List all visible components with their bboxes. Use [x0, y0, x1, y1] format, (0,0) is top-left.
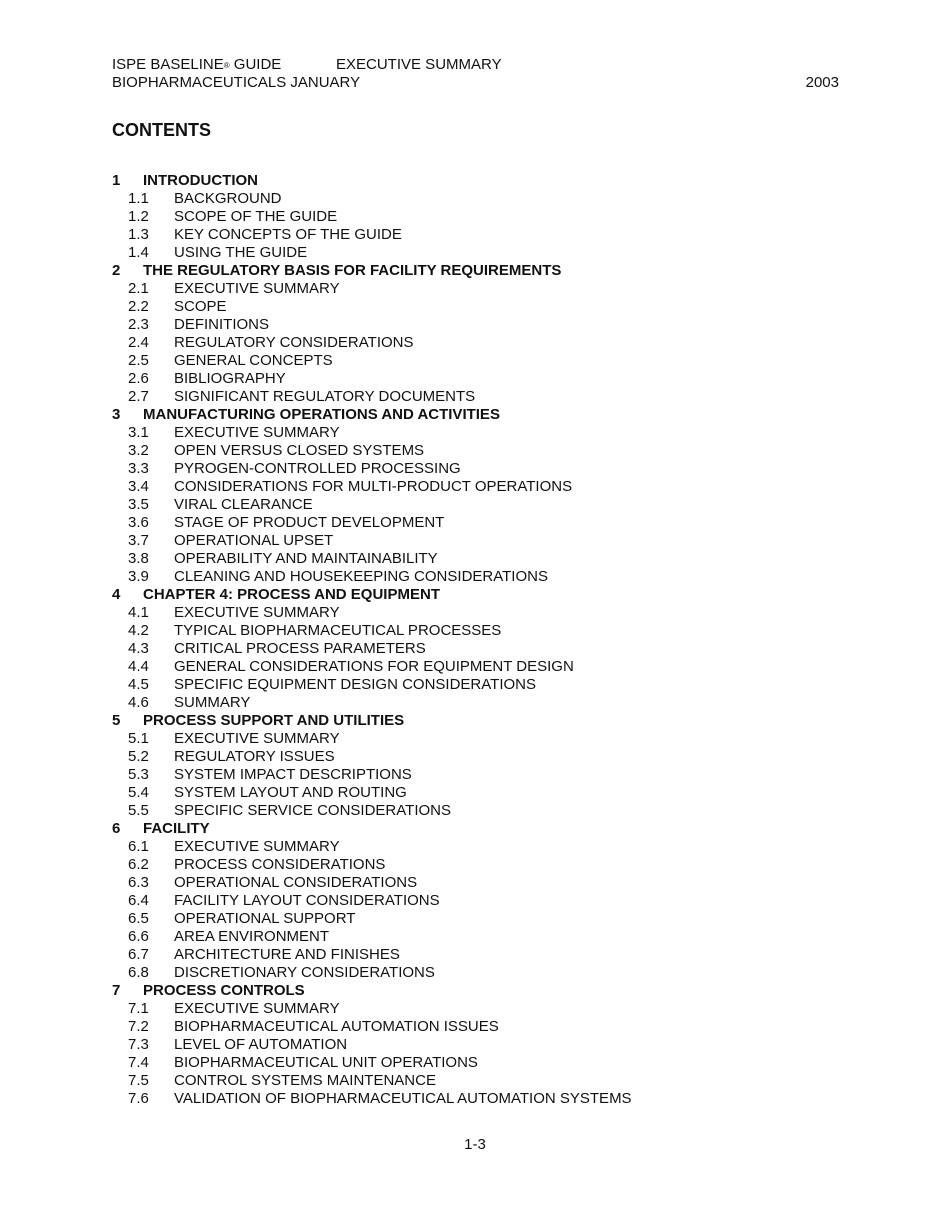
toc-entry-number: 2.4: [128, 334, 149, 351]
toc-chapter-entry: [112, 406, 852, 424]
toc-entry-number: 5.1: [128, 730, 149, 747]
toc-entry-number: 7.1: [128, 1000, 149, 1017]
toc-section-entry: [112, 622, 852, 640]
toc-entry-number: 3.1: [128, 424, 149, 441]
toc-entry-title: GENERAL CONSIDERATIONS FOR EQUIPMENT DESIGN: [174, 658, 574, 675]
header-guide-title: [112, 56, 281, 75]
toc-entry-title: THE REGULATORY BASIS FOR FACILITY REQUIREMENTS: [143, 262, 562, 279]
toc-entry-title: AREA ENVIRONMENT: [174, 928, 330, 945]
toc-section-entry: [112, 550, 852, 568]
toc-section-entry: [112, 856, 852, 874]
toc-entry-title: PROCESS SUPPORT AND UTILITIES: [143, 712, 405, 729]
toc-entry-number: 6.2: [128, 856, 149, 873]
toc-entry-number: 4.5: [128, 676, 149, 693]
toc-entry-title: SYSTEM LAYOUT AND ROUTING: [174, 784, 407, 801]
toc-entry-title: MANUFACTURING OPERATIONS AND ACTIVITIES: [143, 406, 500, 423]
toc-entry-title: CHAPTER 4: PROCESS AND EQUIPMENT: [143, 586, 440, 603]
toc-section-entry: [112, 658, 852, 676]
toc-entry-number: 2.6: [128, 370, 149, 387]
toc-entry-title: EXECUTIVE SUMMARY: [174, 280, 340, 297]
toc-entry-title: EXECUTIVE SUMMARY: [174, 838, 340, 855]
toc-entry-number: 7: [112, 982, 121, 999]
toc-entry-title: CONTROL SYSTEMS MAINTENANCE: [174, 1072, 436, 1089]
toc-entry-number: 3.7: [128, 532, 149, 549]
toc-entry-title: FACILITY: [143, 820, 210, 837]
toc-chapter-entry: [112, 982, 852, 1000]
toc-section-entry: [112, 604, 852, 622]
toc-entry-title: BIOPHARMACEUTICAL UNIT OPERATIONS: [174, 1054, 478, 1071]
toc-section-entry: [112, 244, 852, 262]
toc-entry-number: 7.4: [128, 1054, 149, 1071]
header-subject-date: BIOPHARMACEUTICALS JANUARY: [112, 74, 361, 91]
toc-entry-number: 5.5: [128, 802, 149, 819]
toc-entry-title: PYROGEN-CONTROLLED PROCESSING: [174, 460, 461, 477]
toc-entry-number: 6.8: [128, 964, 149, 981]
toc-section-entry: [112, 280, 852, 298]
toc-section-entry: [112, 838, 852, 856]
toc-entry-number: 1: [112, 172, 121, 189]
toc-entry-title: EXECUTIVE SUMMARY: [174, 424, 340, 441]
toc-section-entry: [112, 226, 852, 244]
toc-entry-title: VALIDATION OF BIOPHARMACEUTICAL AUTOMATION SYSTEMS: [174, 1090, 632, 1107]
toc-entry-title: SCOPE: [174, 298, 227, 315]
toc-section-entry: [112, 1036, 852, 1054]
toc-entry-title: OPERATIONAL UPSET: [174, 532, 334, 549]
toc-section-entry: [112, 784, 852, 802]
toc-entry-title: SPECIFIC SERVICE CONSIDERATIONS: [174, 802, 451, 819]
toc-section-entry: [112, 1054, 852, 1072]
toc-entry-title: OPEN VERSUS CLOSED SYSTEMS: [174, 442, 425, 459]
toc-chapter-entry: [112, 586, 852, 604]
toc-section-entry: [112, 568, 852, 586]
toc-entry-title: LEVEL OF AUTOMATION: [174, 1036, 348, 1053]
toc-entry-title: EXECUTIVE SUMMARY: [174, 604, 340, 621]
toc-entry-title: VIRAL CLEARANCE: [174, 496, 313, 513]
toc-entry-title: GENERAL CONCEPTS: [174, 352, 333, 369]
toc-entry-title: ARCHITECTURE AND FINISHES: [174, 946, 400, 963]
toc-entry-number: 4.1: [128, 604, 149, 621]
toc-section-entry: [112, 190, 852, 208]
page-number: 1-3: [464, 1136, 486, 1153]
toc-entry-title: SUMMARY: [174, 694, 251, 711]
toc-entry-title: OPERATIONAL SUPPORT: [174, 910, 356, 927]
toc-entry-title: KEY CONCEPTS OF THE GUIDE: [174, 226, 402, 243]
toc-entry-title: TYPICAL BIOPHARMACEUTICAL PROCESSES: [174, 622, 502, 639]
toc-section-entry: [112, 298, 852, 316]
toc-section-entry: [112, 1090, 852, 1108]
toc-entry-number: 2.2: [128, 298, 149, 315]
toc-section-entry: [112, 1072, 852, 1090]
toc-section-entry: [112, 874, 852, 892]
toc-section-entry: [112, 892, 852, 910]
toc-entry-number: 3.8: [128, 550, 149, 567]
toc-entry-title: DISCRETIONARY CONSIDERATIONS: [174, 964, 435, 981]
toc-section-entry: [112, 370, 852, 388]
toc-entry-title: BIBLIOGRAPHY: [174, 370, 286, 387]
toc-entry-number: 4: [112, 586, 121, 603]
toc-entry-number: 6.7: [128, 946, 149, 963]
toc-entry-number: 6: [112, 820, 121, 837]
toc-entry-number: 6.5: [128, 910, 149, 927]
toc-entry-number: 5.2: [128, 748, 149, 765]
toc-section-entry: [112, 334, 852, 352]
toc-section-entry: [112, 730, 852, 748]
toc-entry-title: BACKGROUND: [174, 190, 282, 207]
page-header: [112, 56, 839, 92]
toc-entry-title: OPERATIONAL CONSIDERATIONS: [174, 874, 418, 891]
toc-entry-number: 6.6: [128, 928, 149, 945]
toc-section-entry: [112, 928, 852, 946]
toc-entry-number: 5: [112, 712, 121, 729]
toc-entry-number: 3.2: [128, 442, 149, 459]
toc-entry-title: EXECUTIVE SUMMARY: [174, 1000, 340, 1017]
toc-entry-title: CONSIDERATIONS FOR MULTI-PRODUCT OPERATIONS: [174, 478, 573, 495]
toc-entry-title: PROCESS CONSIDERATIONS: [174, 856, 386, 873]
toc-entry-number: 4.2: [128, 622, 149, 639]
toc-section-entry: [112, 766, 852, 784]
header-year: 2003: [805, 74, 839, 91]
toc-entry-number: 1.2: [128, 208, 149, 225]
header-guide-word: GUIDE: [229, 56, 282, 73]
registered-mark: ®: [223, 61, 230, 70]
toc-entry-title: FACILITY LAYOUT CONSIDERATIONS: [174, 892, 440, 909]
toc-entry-number: 7.2: [128, 1018, 149, 1035]
toc-entry-title: DEFINITIONS: [174, 316, 270, 333]
header-section-name: EXECUTIVE SUMMARY: [336, 56, 502, 73]
toc-entry-title: REGULATORY CONSIDERATIONS: [174, 334, 414, 351]
toc-entry-number: 6.3: [128, 874, 149, 891]
toc-section-entry: [112, 532, 852, 550]
toc-entry-title: CLEANING AND HOUSEKEEPING CONSIDERATIONS: [174, 568, 548, 585]
toc-chapter-entry: [112, 820, 852, 838]
toc-entry-number: 3.3: [128, 460, 149, 477]
toc-entry-title: PROCESS CONTROLS: [143, 982, 305, 999]
toc-entry-number: 4.4: [128, 658, 149, 675]
toc-section-entry: [112, 964, 852, 982]
toc-section-entry: [112, 802, 852, 820]
toc-entry-number: 4.6: [128, 694, 149, 711]
toc-entry-number: 1.4: [128, 244, 149, 261]
toc-entry-title: SIGNIFICANT REGULATORY DOCUMENTS: [174, 388, 476, 405]
toc-section-entry: [112, 352, 852, 370]
toc-entry-number: 2: [112, 262, 121, 279]
toc-entry-title: BIOPHARMACEUTICAL AUTOMATION ISSUES: [174, 1018, 499, 1035]
toc-section-entry: [112, 460, 852, 478]
header-guide-name: ISPE BASELINE: [112, 56, 224, 73]
toc-entry-number: 1.3: [128, 226, 149, 243]
toc-entry-title: SYSTEM IMPACT DESCRIPTIONS: [174, 766, 412, 783]
contents-heading: CONTENTS: [112, 120, 211, 140]
toc-chapter-entry: [112, 172, 852, 190]
toc-section-entry: [112, 442, 852, 460]
toc-section-entry: [112, 478, 852, 496]
toc-section-entry: [112, 424, 852, 442]
toc-section-entry: [112, 640, 852, 658]
toc-entry-number: 1.1: [128, 190, 149, 207]
toc-entry-number: 2.7: [128, 388, 149, 405]
toc-entry-number: 2.1: [128, 280, 149, 297]
table-of-contents: [112, 172, 852, 1108]
toc-entry-number: 3: [112, 406, 121, 423]
toc-section-entry: [112, 514, 852, 532]
toc-section-entry: [112, 208, 852, 226]
toc-section-entry: [112, 748, 852, 766]
toc-entry-title: USING THE GUIDE: [174, 244, 308, 261]
toc-entry-number: 2.3: [128, 316, 149, 333]
toc-section-entry: [112, 496, 852, 514]
toc-entry-number: 3.9: [128, 568, 149, 585]
toc-section-entry: [112, 316, 852, 334]
toc-entry-title: OPERABILITY AND MAINTAINABILITY: [174, 550, 438, 567]
toc-entry-title: REGULATORY ISSUES: [174, 748, 335, 765]
toc-entry-title: SPECIFIC EQUIPMENT DESIGN CONSIDERATIONS: [174, 676, 536, 693]
toc-section-entry: [112, 910, 852, 928]
toc-section-entry: [112, 1018, 852, 1036]
toc-entry-number: 5.4: [128, 784, 149, 801]
header-line-2: [112, 74, 839, 92]
toc-entry-title: INTRODUCTION: [143, 172, 258, 189]
toc-section-entry: [112, 694, 852, 712]
header-line-1: [112, 56, 839, 74]
toc-entry-number: 7.6: [128, 1090, 149, 1107]
toc-entry-number: 2.5: [128, 352, 149, 369]
toc-entry-number: 7.3: [128, 1036, 149, 1053]
toc-entry-number: 6.1: [128, 838, 149, 855]
toc-entry-number: 4.3: [128, 640, 149, 657]
toc-entry-number: 3.4: [128, 478, 149, 495]
toc-entry-number: 6.4: [128, 892, 149, 909]
toc-entry-title: STAGE OF PRODUCT DEVELOPMENT: [174, 514, 445, 531]
toc-section-entry: [112, 946, 852, 964]
toc-entry-number: 5.3: [128, 766, 149, 783]
toc-chapter-entry: [112, 262, 852, 280]
toc-entry-title: EXECUTIVE SUMMARY: [174, 730, 340, 747]
toc-chapter-entry: [112, 712, 852, 730]
toc-section-entry: [112, 1000, 852, 1018]
toc-section-entry: [112, 388, 852, 406]
toc-entry-number: 3.5: [128, 496, 149, 513]
toc-entry-number: 3.6: [128, 514, 149, 531]
toc-entry-title: CRITICAL PROCESS PARAMETERS: [174, 640, 426, 657]
toc-section-entry: [112, 676, 852, 694]
toc-entry-number: 7.5: [128, 1072, 149, 1089]
toc-entry-title: SCOPE OF THE GUIDE: [174, 208, 338, 225]
